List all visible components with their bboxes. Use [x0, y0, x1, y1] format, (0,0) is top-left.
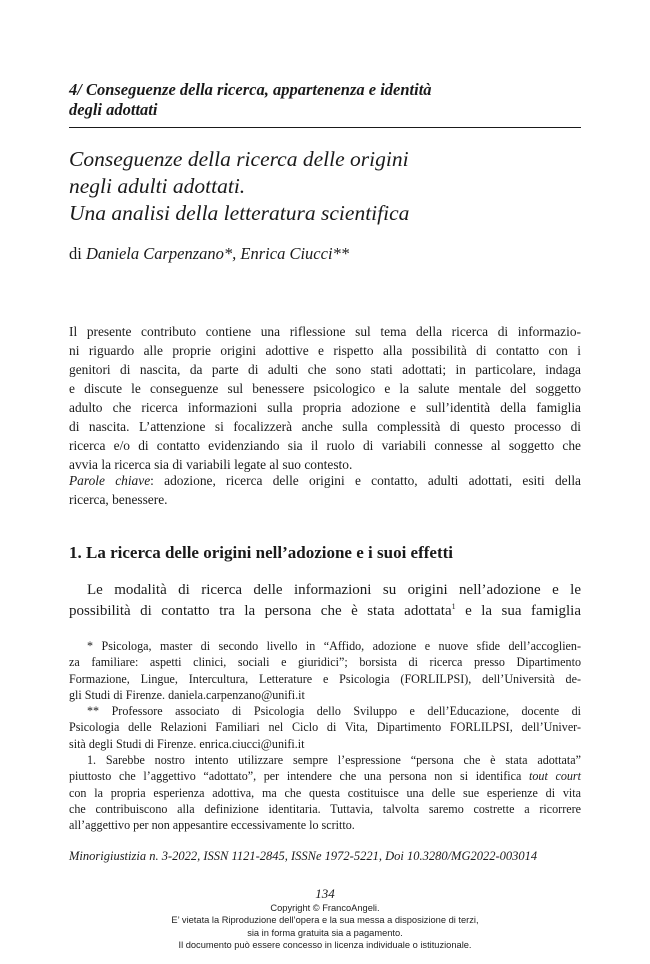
page-number: 134 — [315, 886, 335, 901]
keywords-text-1: : adozione, ricerca delle origini e contatto, adulti adottati, esiti della — [150, 473, 581, 488]
heading-rule — [69, 127, 581, 128]
abstract-line: ricerca e/o di contatto evidenziando sia il ruolo di variabili connesse al soggetto che — [69, 438, 581, 453]
chapter-heading-line-1: 4/ Conseguenze della ricerca, appartenenza e identità — [69, 80, 432, 99]
author-byline — [69, 244, 581, 264]
copyright-line-4: Il documento può essere concesso in licenza individuale o istituzionale. — [178, 940, 472, 951]
footnote-1-line: con la propria esperienza adottiva, ma che questa costituisce una delle sue esperienze di vita — [69, 785, 581, 800]
footnote-1-line: che contribuiscono alla definizione identitaria. Tuttavia, talvolta saremo costrette a ricorrere — [69, 801, 581, 816]
abstract-line: Il presente contributo contiene una riflessione sul tema della ricerca di informazio- — [69, 324, 581, 339]
byline-prefix: di — [69, 244, 82, 263]
footnote-1-line: 1. Sarebbe nostro intento utilizzare sempre l’espressione “persona che è stata adottata” — [87, 753, 581, 768]
abstract-line: adulto che ricerca informazioni sulla propria adozione e sull’identità della famiglia — [69, 400, 581, 415]
footnote-1-line — [69, 768, 581, 784]
article-title — [69, 146, 581, 227]
section-1-body — [69, 580, 581, 622]
journal-citation: Minorigiustizia n. 3-2022, ISSN 1121-2845, ISSNe 1972-5221, Doi 10.3280/MG2022-003014 — [69, 849, 538, 863]
keywords-line-2: ricerca, benessere. — [69, 492, 168, 507]
author-names: Daniela Carpenzano*, Enrica Ciucci** — [85, 244, 350, 263]
body-line-1: Le modalità di ricerca delle informazioni su origini nell’adozione e le — [87, 582, 581, 598]
footnote-author-1-line: gli Studi di Firenze. daniela.carpenzano@unifi.it — [69, 687, 305, 702]
body-line-2-text-b: e la sua famiglia — [455, 603, 581, 619]
chapter-heading — [69, 80, 581, 120]
abstract — [69, 322, 581, 474]
copyright-notice — [69, 902, 581, 952]
article-title-line-1: Conseguenze della ricerca delle origini — [69, 147, 409, 171]
body-line-2 — [69, 601, 581, 622]
keywords — [69, 471, 581, 509]
footnotes — [69, 638, 581, 834]
section-1-title: 1. La ricerca delle origini nell’adozione e i suoi effetti — [69, 543, 453, 562]
abstract-line: e discute le conseguenze sul benessere psicologico e la salute mentale del soggetto — [69, 381, 581, 396]
footnote-author-1-line: Formazione, Lingue, Intercultura, Letterature e Psicologia (FORLILPSI), dell’Università de- — [69, 671, 581, 686]
footnote-ref-1[interactable]: 1 — [451, 602, 456, 611]
keywords-label: Parole chiave — [69, 473, 151, 488]
footnote-1-italic: tout court — [529, 769, 581, 784]
abstract-line: genitori di nascita, da parte di adulti che sono stati adottati; in particolare, indaga — [69, 362, 581, 377]
copyright-line-1: Copyright © FrancoAngeli. — [270, 903, 380, 913]
keywords-line-1 — [69, 471, 581, 490]
footnote-1-line: all’aggettivo per non appesantire eccessivamente lo scritto. — [69, 818, 355, 833]
footnote-author-2-line: sità degli Studi di Firenze. enrica.ciucci@unifi.it — [69, 736, 305, 751]
chapter-heading-line-2: degli adottati — [69, 100, 158, 119]
abstract-line: avvia la ricerca sia di variabili legate al suo contesto. — [69, 457, 353, 472]
document-page — [69, 0, 581, 964]
article-title-line-2: negli adulti adottati. — [69, 174, 246, 198]
copyright-line-2: E’ vietata la Riproduzione dell’opera e la sua messa a disposizione di terzi, — [171, 915, 479, 926]
copyright-line-3: sia in forma gratuita sia a pagamento. — [247, 927, 403, 938]
footnote-author-1-line: * Psicologa, master di secondo livello in “Affido, adozione e nuove sfide dell’accoglien- — [87, 639, 581, 653]
footnote-author-2-line: ** Professore associato di Psicologia dello Sviluppo e dell’Educazione, docente di — [87, 704, 581, 719]
footnote-author-2-line: Psicologia delle Relazioni Familiari nel Ciclo di Vita, Dipartimento FORLILPSI, dell’Univer- — [69, 720, 581, 735]
body-line-2-text-a: possibilità di contatto tra la persona che è stata adottata — [69, 603, 452, 619]
footnote-author-1-line: za familiare: aspetti clinici, sociali e giuridici”; borsista di ricerca presso Dipartimento — [69, 655, 581, 670]
abstract-line: di nascita. L’attenzione si focalizzerà anche sulla complessità di questo processo di — [69, 419, 581, 434]
abstract-line: ni riguardo alle proprie origini adottive e rispetto alla possibilità di contatto con i — [69, 343, 581, 358]
article-title-line-3: Una analisi della letteratura scientifica — [69, 201, 410, 225]
footnote-1-text: piuttosto che l’aggettivo “adottato”, per intendere che una persona non si identifica — [69, 769, 530, 784]
